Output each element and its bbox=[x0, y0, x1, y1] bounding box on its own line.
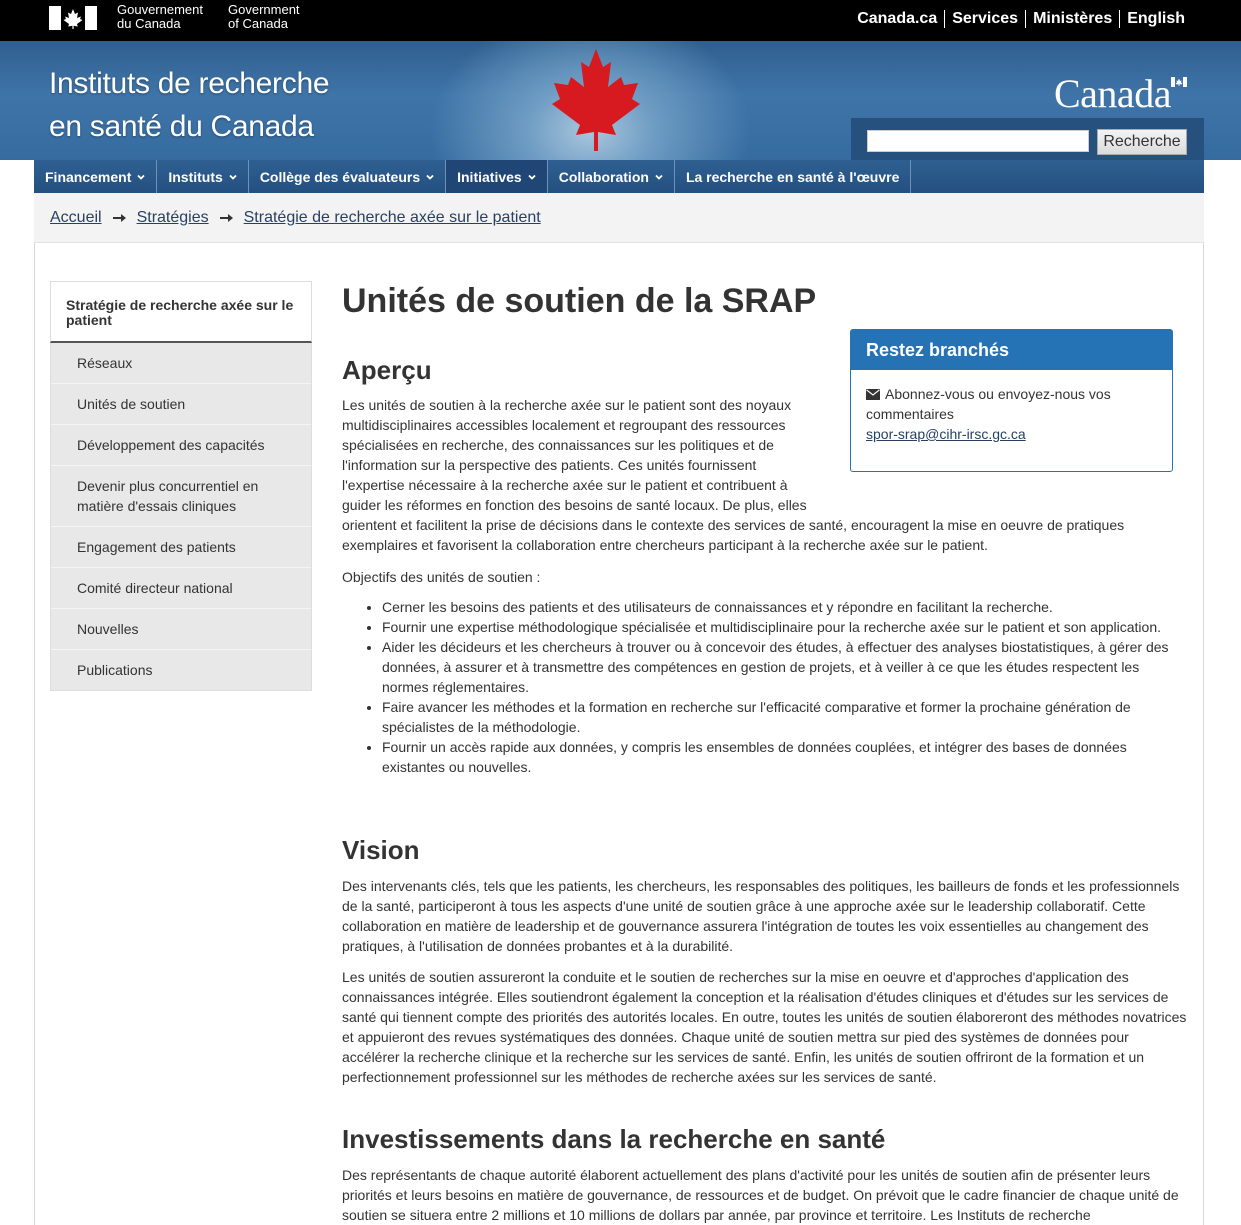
overview-line: spécialisées en recherche, des connaissances sur les politiques et de bbox=[342, 437, 774, 453]
secnav-item-unites-soutien[interactable]: Unités de soutien bbox=[51, 384, 311, 425]
search-area bbox=[851, 118, 1204, 160]
chevron-down-icon bbox=[655, 173, 663, 181]
nav-item-label: Instituts bbox=[168, 168, 223, 185]
nav-item-collaboration[interactable] bbox=[548, 160, 675, 193]
maple-leaf-icon bbox=[548, 47, 644, 153]
stay-connected-heading: Restez branchés bbox=[851, 330, 1172, 370]
site-banner bbox=[0, 41, 1241, 160]
secnav-item-engagement-patients[interactable]: Engagement des patients bbox=[51, 527, 311, 568]
government-bar bbox=[0, 0, 1241, 41]
canada-wordmark: Canada bbox=[1054, 71, 1171, 116]
language-toggle-link[interactable]: English bbox=[1119, 10, 1185, 28]
objective-item: • Fournir une expertise méthodologique spécialisée et multidisciplinaire pour la recherche axée sur le patient et son application. bbox=[382, 617, 1172, 637]
secnav-item-nouvelles[interactable]: Nouvelles bbox=[51, 609, 311, 650]
secnav-item-comite-directeur[interactable]: Comité directeur national bbox=[51, 568, 311, 609]
overview-paragraph-top bbox=[342, 395, 842, 515]
chevron-down-icon bbox=[528, 173, 536, 181]
arrow-right-icon bbox=[113, 213, 126, 223]
secnav-item-developpement-capacites[interactable]: Développement des capacités bbox=[51, 425, 311, 466]
gov-name-en-line1: Government bbox=[228, 2, 300, 17]
chevron-down-icon bbox=[229, 173, 237, 181]
stay-connected-body bbox=[851, 370, 1172, 444]
canada-ca-link[interactable]: Canada.ca bbox=[857, 10, 938, 27]
services-link[interactable]: Services bbox=[944, 10, 1025, 28]
objectives-intro: Objectifs des unités de soutien : bbox=[342, 569, 541, 585]
ministeres-link[interactable]: Ministères bbox=[1025, 10, 1119, 28]
stay-connected-text: Abonnez-vous ou envoyez-nous vos commentaires bbox=[866, 386, 1111, 422]
arrow-right-icon bbox=[220, 213, 233, 223]
gov-name-en-line2: of Canada bbox=[228, 16, 288, 31]
breadcrumb-strategies[interactable]: Stratégies bbox=[136, 208, 209, 226]
search-button[interactable]: Recherche bbox=[1097, 129, 1187, 155]
nav-item-label: La recherche en santé à l'œuvre bbox=[685, 168, 900, 185]
site-title-line1: Instituts de recherche bbox=[49, 67, 330, 100]
main-navigation bbox=[34, 160, 1204, 193]
breadcrumb-accueil[interactable]: Accueil bbox=[50, 208, 102, 226]
overview-line: guider les réformes en fonction des besoins de santé locaux. De plus, elles bbox=[342, 497, 807, 513]
nav-item-label: Collaboration bbox=[558, 168, 649, 185]
objective-item: • Cerner les besoins des patients et des utilisateurs de connaissances et y répondre en facilitant la recherche. bbox=[382, 597, 1172, 617]
nav-item-recherche-oeuvre[interactable] bbox=[675, 160, 911, 193]
nav-item-label: Initiatives bbox=[457, 168, 522, 185]
secnav-list bbox=[50, 343, 312, 691]
overview-line: multidisciplinaires accessibles localement et regroupant des ressources bbox=[342, 417, 786, 433]
search-input[interactable] bbox=[867, 130, 1089, 152]
canada-flag-icon bbox=[49, 6, 97, 30]
nav-item-financement[interactable] bbox=[34, 160, 157, 193]
overview-line: l'expertise nécessaire à la recherche axée sur le patient et contribuent à bbox=[342, 477, 788, 493]
gov-name-fr-line2: du Canada bbox=[117, 16, 181, 31]
government-name-en[interactable] bbox=[228, 3, 300, 31]
government-links bbox=[850, 9, 1185, 29]
site-title-line2: en santé du Canada bbox=[49, 110, 314, 143]
envelope-icon bbox=[866, 389, 880, 400]
gov-name-fr-line1: Gouvernement bbox=[117, 2, 203, 17]
objectives-list bbox=[342, 597, 1172, 777]
vision-paragraph-2: Les unités de soutien assureront la conduite et le soutien de recherches sur la mise en oeuvre et d'approches d'application des connaissances intégrée. Elles soutiendront également la conception et la réalisation d'études cliniques et d'études sur les services de santé qui tiennent compte des priorités des autorités locales. En outre, toutes les unités de soutien élaboreront des méthodes novatrices et appuieront des revues systématiques des données. Chaque unité de soutien mettra sur pied des systèmes de données pour accélérer la recherche clinique et la recherche sur les services de santé. Enfin, les unités de soutien offriront de la formation et un perfectionnement professionnel sur les méthodes de recherche axées sur les services de santé. bbox=[342, 969, 1187, 1085]
nav-item-instituts[interactable] bbox=[157, 160, 248, 193]
secnav-item-publications[interactable]: Publications bbox=[77, 662, 153, 678]
section-heading-vision: Vision bbox=[342, 835, 420, 865]
secondary-navigation bbox=[50, 281, 312, 691]
objective-item: • Fournir un accès rapide aux données, y compris les ensembles de données couplées, et intégrer des bases de données existantes ou nouvelles. bbox=[382, 737, 1172, 777]
overview-paragraph-tail: orientent et facilitent la prise de décisions dans le contexte des services de santé, encouragent la mise en oeuvre de pratiques exemplaires et favorisent la collaboration entre chercheurs participant à la recherche axée sur le patient. bbox=[342, 517, 1125, 553]
chevron-down-icon bbox=[426, 173, 434, 181]
page-title: Unités de soutien de la SRAP bbox=[342, 282, 817, 320]
objective-item: • Faire avancer les méthodes et la formation en recherche sur l'efficacité comparative et former la prochaine génération de spécialistes de la méthodologie. bbox=[382, 697, 1172, 737]
nav-item-label: Financement bbox=[45, 168, 132, 185]
chevron-down-icon bbox=[137, 173, 145, 181]
site-title[interactable] bbox=[49, 62, 329, 148]
nav-item-initiatives[interactable] bbox=[446, 160, 548, 193]
secnav-item-essais-cliniques[interactable]: Devenir plus concurrentiel en matière d'essais cliniques bbox=[51, 466, 311, 527]
government-name-fr[interactable] bbox=[117, 3, 203, 31]
wordmark-flag-icon bbox=[1171, 77, 1187, 87]
objective-item: • Aider les décideurs et les chercheurs à trouver ou à concevoir des études, à effectuer des analyses biostatistiques, à gérer des données, à assurer et à transmettre des compétences en gestion de projets, et à veiller à ce que les études respectent les normes réglementaires. bbox=[382, 637, 1172, 697]
secnav-item-reseaux[interactable]: Réseaux bbox=[51, 343, 311, 384]
overview-line: l'information sur la perspective des patients. Ces unités fournissent bbox=[342, 457, 757, 473]
nav-item-college-evaluateurs[interactable] bbox=[249, 160, 446, 193]
section-heading-investissements: Investissements dans la recherche en santé bbox=[342, 1124, 886, 1154]
investissements-paragraph: Des représentants de chaque autorité élaborent actuellement des plans d'activité pour les unités de soutien afin de présenter leurs priorités et leurs besoins en matière de gouvernance, de ressources et de budget. On prévoit que le cadre financier de chaque unité de soutien se situera entre 2 millions et 10 millions de dollars par année, par province et territoire. Les Instituts de recherche bbox=[342, 1167, 1179, 1223]
stay-connected-box bbox=[850, 329, 1173, 472]
vision-paragraph-1: Des intervenants clés, tels que les patients, les chercheurs, les responsables des politiques, les bailleurs de fonds et les professionnels de la santé, participeront à tous les aspects d'une unité de soutien grâce à une approche axée sur le leadership collaboratif. Cette collaboration en matière de leadership et de gouvernance assurera l'intégration de toutes les voix essentielles au changement des pratiques, à l'utilisation de données probantes et à la durabilité. bbox=[342, 878, 1180, 954]
nav-item-label: Collège des évaluateurs bbox=[259, 168, 421, 185]
section-heading-apercu: Aperçu bbox=[342, 355, 432, 385]
breadcrumb-strategie-patient[interactable]: Stratégie de recherche axée sur le patient bbox=[243, 208, 541, 226]
breadcrumb bbox=[34, 193, 1204, 243]
overview-line: Les unités de soutien à la recherche axée sur le patient sont des noyaux bbox=[342, 397, 792, 413]
secnav-heading[interactable]: Stratégie de recherche axée sur le patient bbox=[50, 281, 312, 343]
email-link[interactable]: spor-srap@cihr-irsc.gc.ca bbox=[866, 426, 1026, 442]
